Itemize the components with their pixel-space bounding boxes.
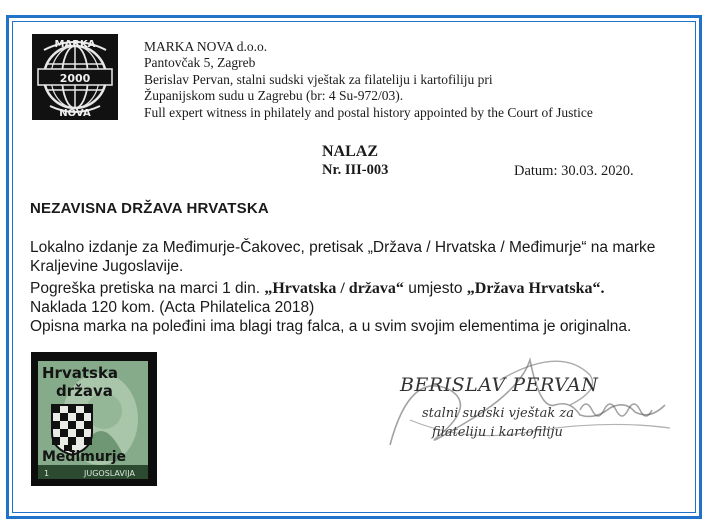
stamp-image [31, 352, 157, 486]
stamp-value: 1 [44, 469, 50, 478]
description-line-2: Kraljevine Jugoslavije. [30, 258, 184, 275]
overprint-drzava: država [56, 382, 113, 400]
signature-stamp-line-2: stalni sudski vještak za [422, 406, 574, 421]
error-text-bold-1: „Hrvatska / država“ [264, 280, 404, 297]
document-date: Datum: 30.03. 2020. [514, 163, 634, 179]
logo-center-text: 2000 [59, 72, 91, 85]
expert-line-1: Berislav Pervan, stalni sudski vještak za filateliju i kartofiliju pri [144, 72, 493, 87]
handwritten-signature [380, 350, 680, 460]
description-line-1: Lokalno izdanje za Međimurje-Čakovec, pretisak „Država / Hrvatska / Međimurje“ na marke [30, 239, 656, 256]
document-number: Nr. III-003 [322, 162, 389, 178]
overprint-medimurje: Međimurje [42, 449, 126, 465]
expert-signature-stamp [380, 350, 680, 460]
signature-stamp-name: BERISLAV PERVAN [400, 374, 599, 396]
checkerboard-shield-icon [52, 405, 92, 455]
signature-stamp-line-3: filateliju i kartofiliju [432, 425, 563, 440]
description-line-4: Naklada 120 kom. (Acta Philatelica 2018) [30, 299, 315, 316]
globe-icon [32, 34, 118, 120]
marka-nova-logo [32, 34, 118, 120]
overprint-hrvatska: Hrvatska [42, 364, 119, 382]
logo-top-text: MARKA [54, 39, 96, 50]
error-text-prefix: Pogreška pretiska na marci 1 din. [30, 280, 265, 297]
section-heading: NEZAVISNA DRŽAVA HRVATSKA [30, 200, 269, 217]
description-line-3 [30, 280, 605, 298]
document-title: NALAZ [322, 143, 379, 160]
expert-line-2: Županijskom sudu u Zagrebu (br: 4 Su-972/03). [144, 88, 404, 103]
error-text-bold-2: „Država Hrvatska“. [466, 280, 605, 297]
company-address: Pantovčak 5, Zagreb [144, 55, 256, 70]
description-line-5: Opisna marka na poleđini ima blagi trag falca, a u svim svojim elementima je originalna. [30, 318, 632, 335]
expert-line-3: Full expert witness in philately and postal history appointed by the Court of Justice [144, 105, 593, 120]
logo-bottom-text: NOVA [59, 108, 91, 119]
company-name: MARKA NOVA d.o.o. [144, 39, 268, 54]
stamp-country: JUGOSLAVIJA [84, 469, 135, 478]
error-text-middle: umjesto [403, 280, 467, 297]
